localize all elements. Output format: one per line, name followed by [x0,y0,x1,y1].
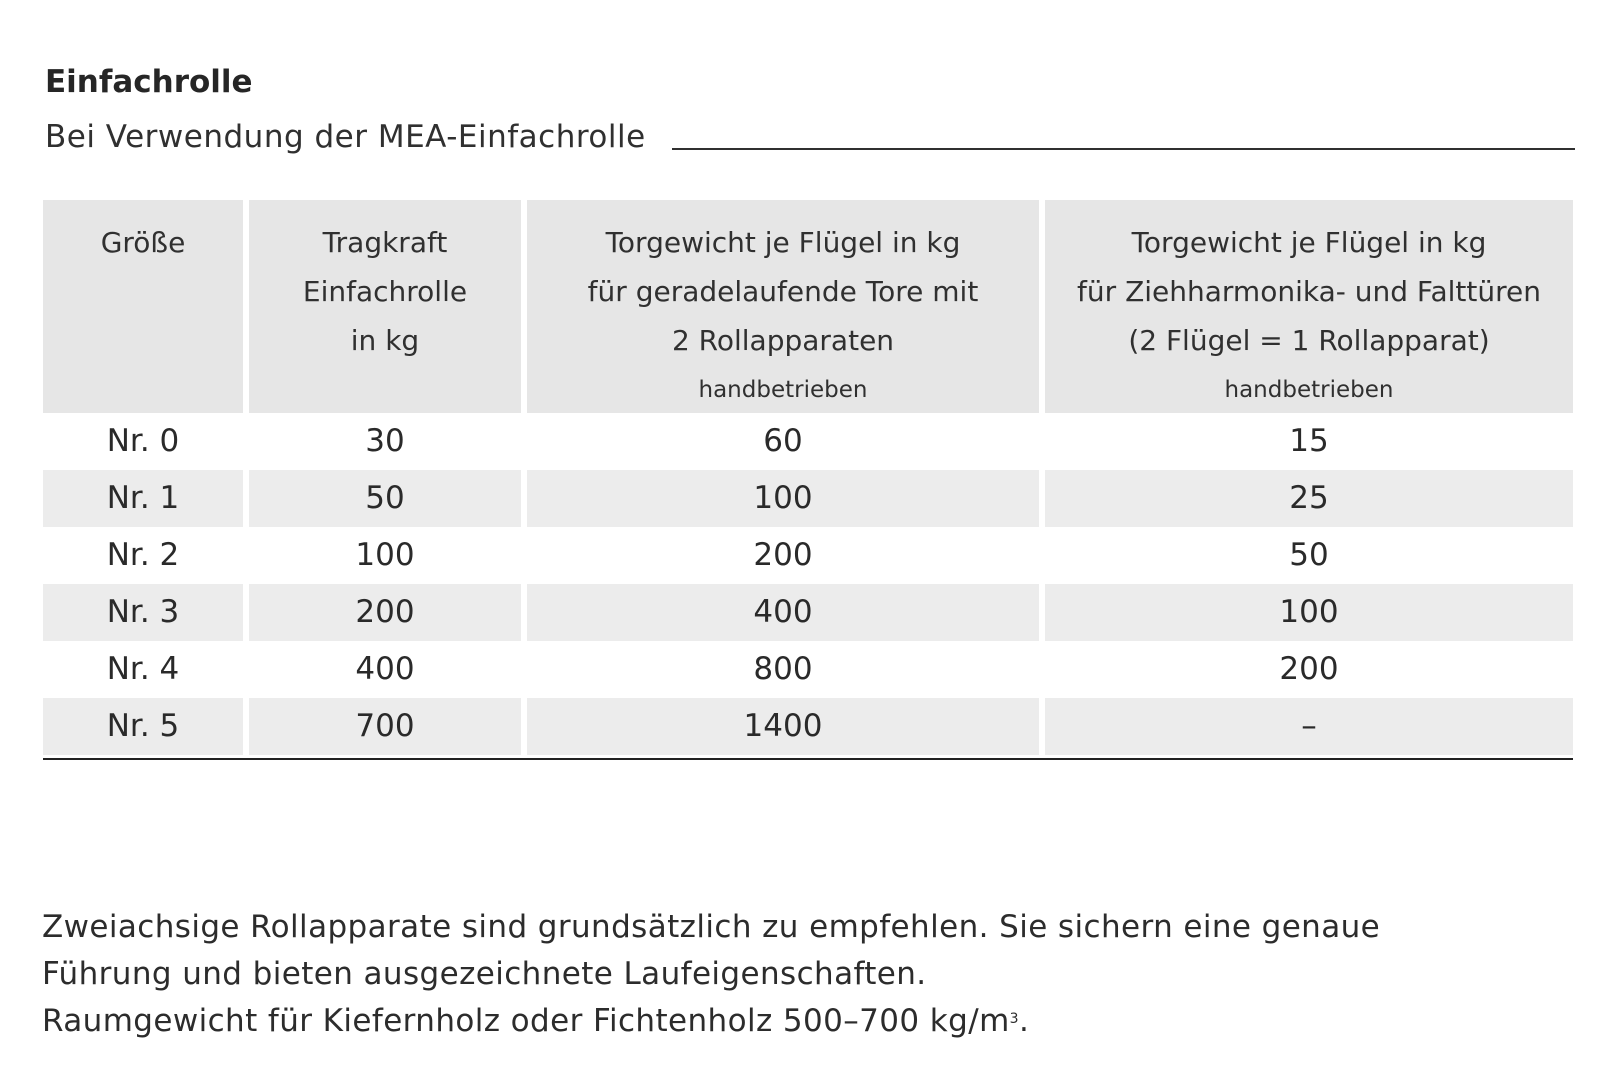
header-line: Tragkraft [322,226,448,259]
cell-folding: 200 [1279,651,1339,687]
load-capacity-table [43,200,1573,760]
cell-capacity: 50 [249,470,521,527]
header-line: für geradelaufende Tore mit [587,275,979,308]
cell-straight: 200 [753,537,813,573]
cell-size: Nr. 2 [106,537,180,573]
cell-size: Nr. 0 [106,423,180,459]
cell-folding: 100 [1045,584,1573,641]
header-straight-gates [527,200,1039,413]
table-row [43,527,1573,584]
cell-size: Nr. 1 [43,470,243,527]
header-note: handbetrieben [1224,377,1394,403]
header-line: in kg [350,324,420,357]
cell-straight: 60 [763,423,803,459]
table-bottom-rule [43,758,1573,760]
header-folding-doors [1045,200,1573,413]
section-subtitle: Bei Verwendung der MEA-Einfachrolle [45,119,646,155]
cell-straight: 800 [753,651,813,687]
table-row [43,413,1573,470]
header-line: Torgewicht je Flügel in kg [605,226,961,259]
superscript: 3 [1009,1011,1019,1027]
header-capacity [249,200,521,413]
section-title: Einfachrolle [45,64,253,100]
note-line [42,998,1380,1045]
header-line: Größe [100,226,186,259]
notes-paragraph [42,904,1380,1045]
note-line: Zweiachsige Rollapparate sind grundsätzlich zu empfehlen. Sie sichern eine genaue [42,909,1381,945]
header-size [43,200,243,413]
table-row [43,584,1573,641]
cell-straight: 1400 [527,698,1039,755]
note-period: . [1018,1003,1030,1039]
header-line: 2 Rollapparaten [671,324,895,357]
cell-capacity: 700 [249,698,521,755]
header-note: handbetrieben [698,377,868,403]
table-row [43,698,1573,755]
cell-straight: 400 [527,584,1039,641]
cell-folding: 25 [1045,470,1573,527]
cell-folding: 15 [1289,423,1329,459]
note-text: Raumgewicht für Kiefernholz oder Fichtenholz 500–700 kg/m [42,1003,1010,1039]
cell-straight: 100 [527,470,1039,527]
cell-size: Nr. 4 [106,651,180,687]
cell-capacity: 400 [355,651,415,687]
table-row [43,641,1573,698]
table-header [43,200,1573,413]
note-line: Führung und bieten ausgezeichnete Laufeigenschaften. [42,956,927,992]
cell-capacity: 30 [365,423,405,459]
cell-folding: – [1045,698,1573,755]
cell-capacity: 200 [249,584,521,641]
cell-capacity: 100 [355,537,415,573]
header-line: Einfachrolle [302,275,468,308]
cell-size: Nr. 5 [43,698,243,755]
table-row [43,470,1573,527]
cell-size: Nr. 3 [43,584,243,641]
header-line: Torgewicht je Flügel in kg [1131,226,1487,259]
subtitle-row [45,114,1575,160]
cell-folding: 50 [1289,537,1329,573]
fill-in-line [672,148,1575,150]
header-line: für Ziehharmonika- und Falttüren [1077,275,1541,308]
header-line: (2 Flügel = 1 Rollapparat) [1128,324,1490,357]
